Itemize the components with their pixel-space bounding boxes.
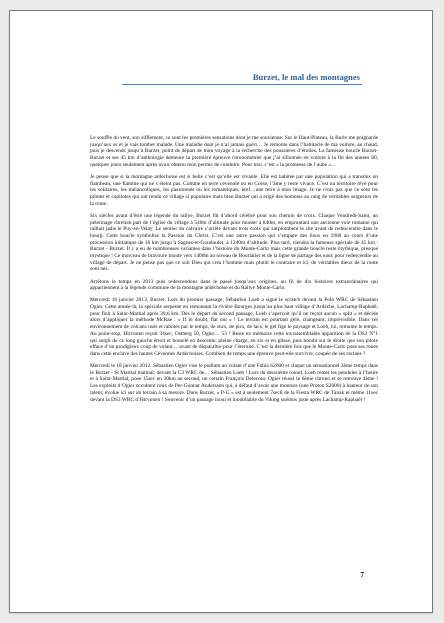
article-body bbox=[90, 135, 378, 409]
document-page bbox=[9, 10, 433, 613]
paragraph: Six siècles avant d’être une légende du rallye, Burzet fût d’abord célébré pour son chemin de croix. Chaque Vendredi-Saint, un pèlerinage chrétien part de l’église du village à 540m d’altitude pour monter à 840m, en empruntant une ancienne voie romaine qui ralliait jadis le Puy-en-Velay. Le sentier du calvaire s’arrête devant trois croix qui surplombent le site avant de redescendre dans le bourg. Cette boucle symbolise la Passion du Christ. C’est une autre passion qui s’empare des lieux en 1968 au cours d’une procession initiatique de 16 km jusqu’à Sagnes-et-Goudoulet, à 1240m d’altitude. Plus tard, viendra la fameuse spéciale de 45 km : Burzet - Burzet. Il y a eu de nombreuses variantes dans l’histoire du Monte-Carlo mais cette grande boucle reste mythique, presque mystique ! Ce morceau de bravoure monte vers 1400m au niveau de Bourlatier et de la ligne de partage des eaux pour redescendre au village de départ. Je ne pense pas que ce soit Dieu qui créa l’homme mais plutôt le contraire et ici, de véritables dieux de la route sont nés. bbox=[90, 212, 378, 273]
page-title: Burzet, le mal des montagnes bbox=[252, 72, 360, 82]
paragraph: Le souffle du vent, son sifflement, ce sont les premières sensations dont je me souvienne. Sur le Haut-Plateau, la Burle me poignarde jusqu’aux os et je vais tomber malade. Une maladie dont je n’ai jamais guéri… Je remonte dans l’habitacle de ma voiture, au chaud, puis je descends jusqu’à Burzet, point de départ de mon voyage à la recherche des poussières d’étoiles. La fameuse boucle Burzet-Burzet et ses 45 km d’anthologie demeure la première épreuve chronométrée que j’ai sillonnée en voiture à la fin des années 80, quelques jours seulement après avoir obtenu mon permis de conduire. Pour moi, c’est « la promesse de l’aube »… bbox=[90, 135, 378, 168]
paragraph: Je pense que si la montagne ardéchoise est si belle c’est qu’elle est vivante. Elle est habitée par une population qui a transmis un flambeau, une flamme qui ne s’éteint pas. Comme en terre cévenole ou en Corse, l’âme y reste vivace. C’est un territoire rêvé pour les solitaires, les mélancoliques, les passionnés ou les romantiques, bref…une terre à mon image. Je ne crois pas que ce sont les pilotes et copilotes qui ont rendu ce village si populaire mais bien Burzet qui a érigé des hommes au rang de véritables seigneurs de la route. bbox=[90, 173, 378, 207]
paragraph: Mercredi 16 janvier 2013, Burzet. Lors du premier passage, Sébastien Loeb a signé le scratch devant la Polo WRC de Sébastien Ogier. Cette année-là, la spéciale serpente en remontant la rivière Bourges jusqu’au plus haut village d’Ardèche, Lachamp-Raphaël, pour finir à Saint-Martial après 30,6 km. Dès le départ du second passage, Loeb s’aperçoit qu’il ne reçoit aucun « split » et décide alors d’appliquer la méthode McRae : « If in doubt, flat out » ! Le terrain est pourtant gelé, changeant, imprévisible. Dans cet environnement de volcans usés et rabotés par le temps, de sucs, de pics, de lacs, le gel fige le paysage et Loeb, lui, remonte le temps. Au point-stop, Hirvonen reçoit 34sec, Ostberg 50, Ogier… 53 ! Reste en mémoire cette invraisemblable apparition de la DS3 N°1 qui surgit de ce long gauche étroit et bosselé en descente, pleine charge, en six et en glisse, puis bondit sur le droite que son pilote efface d’un prodigieux coup de volant… avant de disparaître pour l’éternité. C’est la dernière fois que le Monte-Carlo pose ses roues dans cette enclave des hautes Cévennes Ardéchoises. Combien de temps une épreuve peut-elle survivre, coupée de ses racines ? bbox=[90, 297, 378, 357]
paragraph: Mercredi le 18 janvier 2012. Sébastien Ogier vise le podium au volant d’une Fabia S2000 et claque un sensationnel 3ème temps dans le Burzet - St Martial matinal, devant la C3 WRC de… Sébastien Loeb ! Lors du deuxième round, Loeb remet les pendules à l’heure et à Saint-Martial, pose 15sec en 30km au second, un certain François Delecour. Ogier réussi le 6ème chrono et se retrouve 4ème ! Les exploits d’Ogier occultent ceux de Per-Gunnar Andersson qui, à défaut d’avoir une monture (une Proton S2000) à hauteur de son talent, évolue ici sur un terrain à sa mesure. Dans Burzet, « P-G » est à seulement 7sec8 de la Fiesta WRC de Tänak et même 11sec devant la DS3 WRC d’Hirvonen ! Souvenir d’un passage inoui et inoubliable du Viking suédois juste après Lachamp-Raphaël ! bbox=[90, 363, 378, 403]
page-number: 7 bbox=[360, 570, 364, 579]
paragraph: Arrêtons le temps en 2013 puis redescendons dans le passé jusqu’aux origines, au fil de dix histoires extraordinaires qui appartiennent à la légende commune de la montagne ardéchoise et du Rallye Monte-Carlo. bbox=[90, 278, 378, 292]
title-underline bbox=[122, 84, 362, 85]
